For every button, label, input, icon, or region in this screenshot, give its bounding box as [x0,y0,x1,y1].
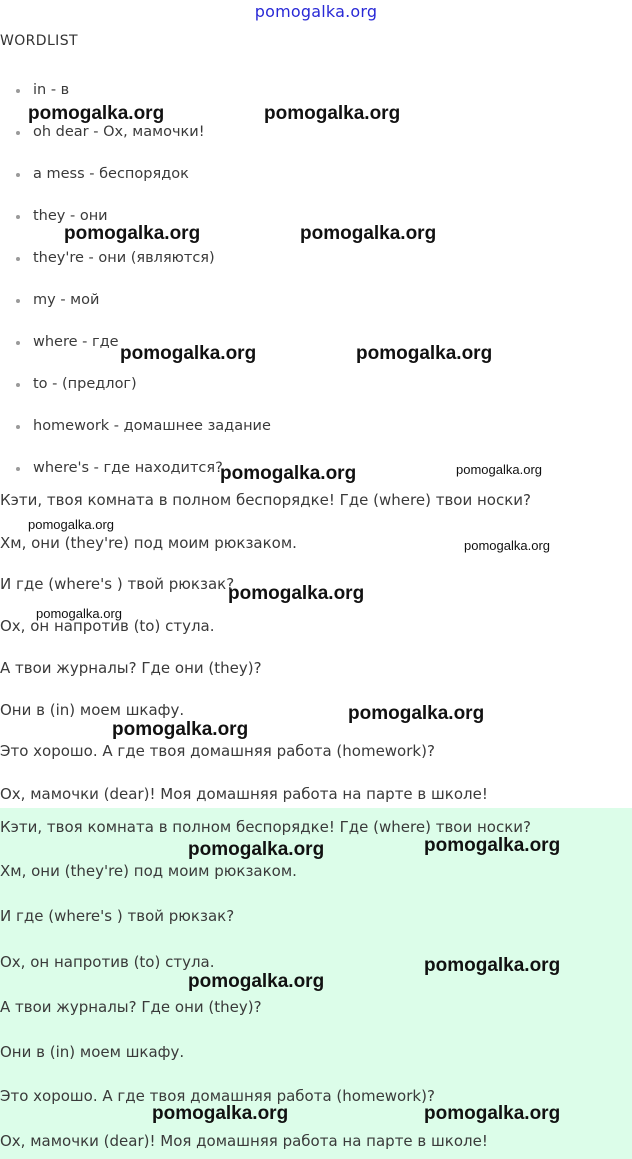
watermark: pomogalka.org [152,1103,289,1124]
site-header-link[interactable]: pomogalka.org [254,2,378,21]
watermark: pomogalka.org [112,719,249,740]
wordlist-item [33,82,69,98]
bullet-icon [16,215,20,219]
highlighted-dialogue-line: Хм, они (they're) под моим рюкзаком. [0,862,297,880]
wordlist-item-text: they - они [33,208,108,224]
bullet-icon [16,425,20,429]
wordlist-item [33,292,99,308]
wordlist-item [33,124,205,140]
wordlist-item-text: where's - где находится? [33,460,223,476]
watermark: pomogalka.org [424,835,561,856]
highlighted-dialogue-line: Это хорошо. А где твоя домашняя работа (homework)? [0,1087,435,1105]
watermark: pomogalka.org [28,103,165,124]
dialogue-line: И где (where's ) твой рюкзак? [0,575,235,593]
bullet-icon [16,299,20,303]
dialogue-line: А твои журналы? Где они (they)? [0,659,262,677]
wordlist-item-text: homework - домашнее задание [33,418,271,434]
wordlist-item-text: oh dear - Ох, мамочки! [33,124,205,140]
highlighted-dialogue-line: Ох, мамочки (dear)! Моя домашняя работа на парте в школе! [0,1132,488,1150]
dialogue-line: Они в (in) моем шкафу. [0,701,185,719]
dialogue-line: Это хорошо. А где твоя домашняя работа (homework)? [0,742,435,760]
wordlist-item [33,334,119,350]
dialogue-line: Ох, он напротив (to) стула. [0,617,215,635]
bullet-icon [16,131,20,135]
watermark: pomogalka.org [28,517,114,532]
watermark: pomogalka.org [188,971,325,992]
dialogue-line: Хм, они (they're) под моим рюкзаком. [0,534,297,552]
wordlist-item [33,376,137,392]
highlighted-dialogue-line: Они в (in) моем шкафу. [0,1043,185,1061]
watermark: pomogalka.org [356,343,493,364]
watermark: pomogalka.org [188,839,325,860]
wordlist-item [33,208,108,224]
watermark: pomogalka.org [120,343,257,364]
highlighted-dialogue-line: Ох, он напротив (to) стула. [0,953,215,971]
wordlist-item-text: a mess - беспорядок [33,166,189,182]
highlighted-dialogue-line: А твои журналы? Где они (they)? [0,998,262,1016]
wordlist-item [33,166,189,182]
wordlist-item [33,460,223,476]
watermark: pomogalka.org [264,103,401,124]
wordlist-title: WORDLIST [0,33,78,49]
watermark: pomogalka.org [220,463,357,484]
wordlist-item-text: my - мой [33,292,100,308]
bullet-icon [16,257,20,261]
wordlist-item-text: they're - они (являются) [33,250,215,266]
watermark: pomogalka.org [36,606,122,621]
watermark: pomogalka.org [300,223,437,244]
watermark: pomogalka.org [348,703,485,724]
watermark: pomogalka.org [464,538,550,553]
wordlist-item-text: where - где [33,334,119,350]
watermark: pomogalka.org [64,223,201,244]
watermark: pomogalka.org [424,955,561,976]
wordlist-item [33,250,215,266]
wordlist-item [33,418,271,434]
highlighted-dialogue-line: Кэти, твоя комната в полном беспорядке! Где (where) твои носки? [0,818,531,836]
bullet-icon [16,89,20,93]
bullet-icon [16,467,20,471]
wordlist-item-text: to - (предлог) [33,376,137,392]
dialogue-line: Кэти, твоя комната в полном беспорядке! Где (where) твои носки? [0,491,531,509]
bullet-icon [16,383,20,387]
watermark: pomogalka.org [424,1103,561,1124]
watermark: pomogalka.org [228,583,365,604]
dialogue-line: Ох, мамочки (dear)! Моя домашняя работа на парте в школе! [0,785,488,803]
wordlist-item-text: in - в [33,82,70,98]
bullet-icon [16,173,20,177]
watermark: pomogalka.org [456,462,542,477]
bullet-icon [16,341,20,345]
highlighted-dialogue-line: И где (where's ) твой рюкзак? [0,907,235,925]
